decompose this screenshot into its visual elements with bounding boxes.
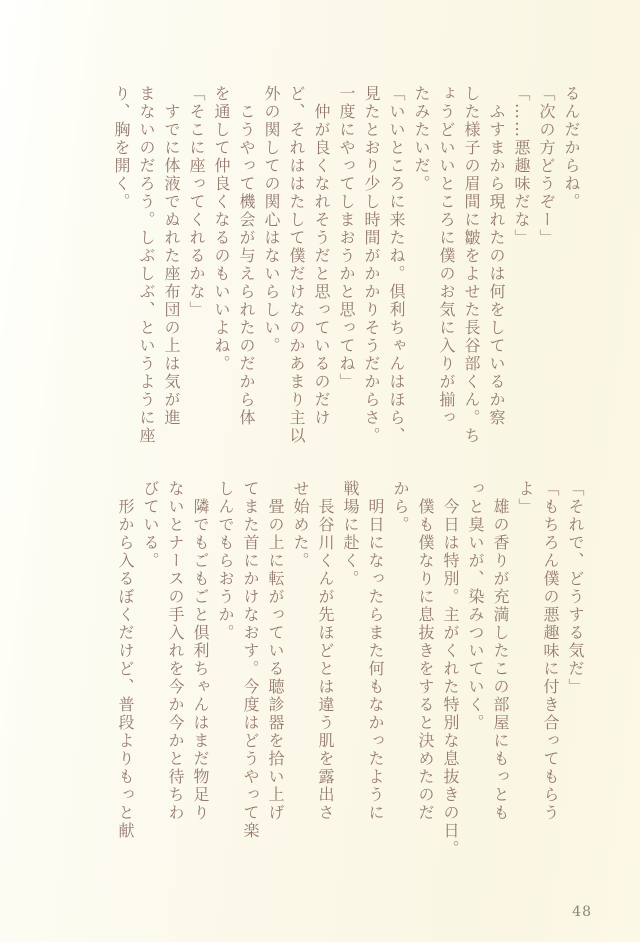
text-column: たみたいだ。 bbox=[412, 85, 431, 193]
text-column: 畳の上に転がっている聴診器を拾い上げ bbox=[266, 480, 285, 822]
text-column: ょうどいいところに僕のお気に入りが揃っ bbox=[437, 85, 456, 427]
text-column: を通して仲良くなるのもいいよね。 bbox=[212, 85, 231, 373]
text-column: てまた首にかけなおす。今度はどうやって楽 bbox=[241, 480, 260, 840]
text-column: まないのだろう。しぶしぶ、というように座 bbox=[137, 85, 156, 445]
text-column: 「それで、どうする気だ」 bbox=[566, 480, 585, 696]
text-column: 仲が良くなれそうだと思っているのだけ bbox=[312, 85, 331, 427]
text-column: 見たとおり少し時間がかかりそうだからさ。 bbox=[362, 85, 381, 445]
text-column: よ」 bbox=[516, 480, 535, 516]
text-column: るんだからね。 bbox=[562, 85, 581, 211]
text-column: せ始めた。 bbox=[291, 480, 310, 570]
text-column: こうやって機会が与えられたのだから体 bbox=[237, 85, 256, 427]
text-column: から。 bbox=[391, 480, 410, 534]
text-column: り、胸を開く。 bbox=[112, 85, 131, 211]
text-column: 隣でもごもごと倶利ちゃんはまだ物足り bbox=[191, 480, 210, 822]
text-column: っと臭いが、染みついていく。 bbox=[466, 480, 485, 732]
text-column: 一度にやってしまおうかと思ってね」 bbox=[337, 85, 356, 391]
text-column: 「もちろん僕の悪趣味に付き合ってもらう bbox=[541, 480, 560, 822]
text-column: ど、それははたして僕だけなのかあまり主以 bbox=[287, 85, 306, 445]
text-column: 「いいところに来たね。倶利ちゃんはほら、 bbox=[387, 85, 406, 445]
text-column: 「次の方どうぞー」 bbox=[537, 85, 556, 247]
text-column: ないとナースの手入れを今か今かと待ちわ bbox=[166, 480, 185, 822]
text-block-bottom bbox=[113, 480, 588, 888]
text-column: した様子の眉間に皺をよせた長谷部くん。ち bbox=[462, 85, 481, 445]
text-column: びている。 bbox=[141, 480, 160, 570]
text-column: 明日になったらまた何もなかったように bbox=[366, 480, 385, 822]
text-column: 「……悪趣味だな」 bbox=[512, 85, 531, 247]
text-column: 戦場に赴く。 bbox=[341, 480, 360, 588]
text-column: ふすまから現れたのは何をしているか察 bbox=[487, 85, 506, 427]
text-column: 長谷川くんが先ほどとは違う肌を露出さ bbox=[316, 480, 335, 822]
text-column: 雄の香りが充満したこの部屋にもっとも bbox=[491, 480, 510, 822]
text-column: すでに体液でぬれた座布団の上は気が進 bbox=[162, 85, 181, 427]
text-column: 外の関しての関心はないらしい。 bbox=[262, 85, 281, 355]
text-column: しんでもらおうか。 bbox=[216, 480, 235, 642]
page-number: 48 bbox=[572, 904, 592, 920]
text-block-top bbox=[109, 85, 584, 481]
text-column: 「そこに座ってくれるかな」 bbox=[187, 85, 206, 319]
text-column: 僕も僕なりに息抜きをすると決めたのだ bbox=[416, 480, 435, 822]
text-column: 形から入るぼくだけど、普段よりもっと献 bbox=[116, 480, 135, 840]
text-column: 今日は特別。主がくれた特別な息抜きの日。 bbox=[441, 480, 460, 858]
